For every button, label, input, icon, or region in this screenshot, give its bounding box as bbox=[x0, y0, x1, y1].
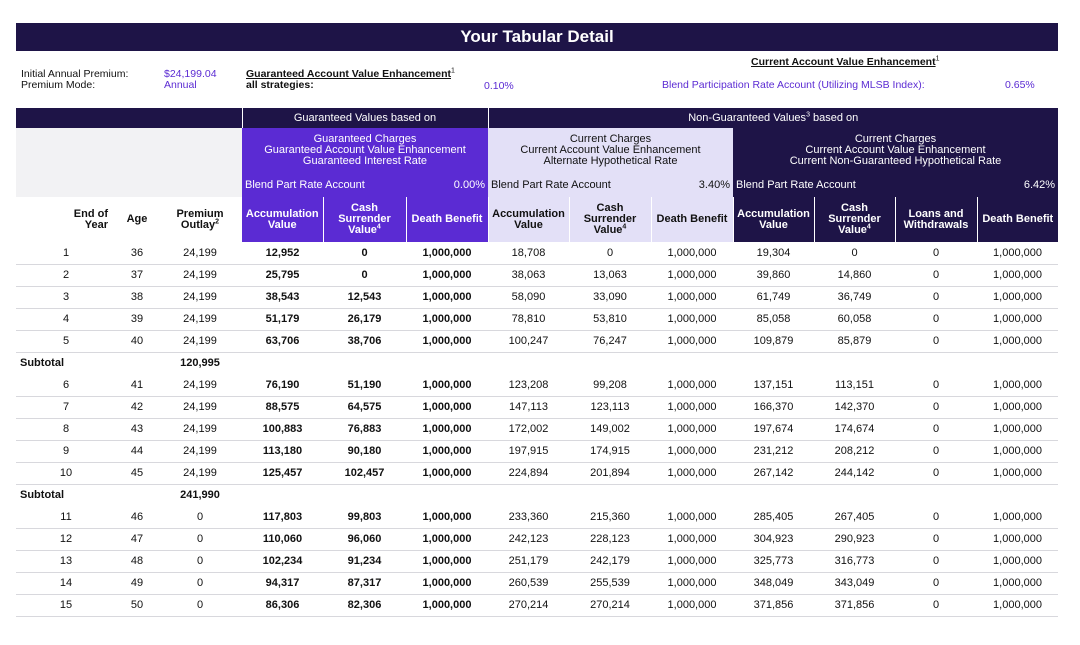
table-cell: 33,090 bbox=[569, 286, 651, 308]
desc-alternate: Current Charges Current Account Value Enhancement Alternate Hypothetical Rate bbox=[488, 128, 733, 172]
table-cell: 38,543 bbox=[242, 286, 323, 308]
table-row bbox=[16, 418, 1058, 440]
table-cell: 50 bbox=[116, 594, 158, 616]
table-cell: 0 bbox=[895, 594, 977, 616]
table-cell: 0 bbox=[895, 374, 977, 396]
table-cell: 1,000,000 bbox=[651, 396, 733, 418]
table-cell: 1,000,000 bbox=[651, 308, 733, 330]
table-cell: 1,000,000 bbox=[651, 572, 733, 594]
table-cell: 102,457 bbox=[323, 462, 406, 484]
table-cell: 1,000,000 bbox=[406, 330, 488, 352]
table-cell: 1,000,000 bbox=[406, 396, 488, 418]
table-cell: 48 bbox=[116, 550, 158, 572]
subtotal-spacer bbox=[242, 484, 1058, 506]
table-cell: 102,234 bbox=[242, 550, 323, 572]
table-cell: 4 bbox=[16, 308, 116, 330]
group-header-blank bbox=[16, 108, 242, 128]
table-cell: 1,000,000 bbox=[406, 462, 488, 484]
table-row bbox=[16, 242, 1058, 264]
table-cell: 3 bbox=[16, 286, 116, 308]
blend-participation-value: 0.65% bbox=[1005, 79, 1035, 91]
table-cell: 316,773 bbox=[814, 550, 895, 572]
table-cell: 1,000,000 bbox=[406, 572, 488, 594]
guaranteed-enhancement-subtitle: all strategies: bbox=[246, 79, 314, 91]
table-cell: 1,000,000 bbox=[977, 572, 1058, 594]
col-a-cash-surrender: Cash Surrender Value$^4$ bbox=[569, 197, 651, 242]
table-cell: 233,360 bbox=[488, 506, 569, 528]
table-cell: 1,000,000 bbox=[977, 286, 1058, 308]
table-cell: 0 bbox=[569, 242, 651, 264]
table-cell: 9 bbox=[16, 440, 116, 462]
table-cell: 51,179 bbox=[242, 308, 323, 330]
table-cell: 24,199 bbox=[158, 308, 242, 330]
table-cell: 1,000,000 bbox=[977, 308, 1058, 330]
table-cell: 123,208 bbox=[488, 374, 569, 396]
table-cell: 109,879 bbox=[733, 330, 814, 352]
table-cell: 47 bbox=[116, 528, 158, 550]
table-cell: 1,000,000 bbox=[406, 242, 488, 264]
col-c-cash-surrender: Cash Surrender Value$^4$ bbox=[814, 197, 895, 242]
table-cell: 201,894 bbox=[569, 462, 651, 484]
table-cell: 117,803 bbox=[242, 506, 323, 528]
table-cell: 0 bbox=[895, 550, 977, 572]
table-row bbox=[16, 374, 1058, 396]
table-cell: 113,180 bbox=[242, 440, 323, 462]
blend-participation-label: Blend Participation Rate Account (Utilizing MLSB Index): bbox=[662, 79, 925, 91]
table-cell: 1,000,000 bbox=[977, 506, 1058, 528]
table-cell: 0 bbox=[895, 242, 977, 264]
initial-premium-value: $24,199.04 bbox=[164, 68, 217, 80]
table-cell: 290,923 bbox=[814, 528, 895, 550]
table-cell: 242,179 bbox=[569, 550, 651, 572]
table-cell: 1,000,000 bbox=[977, 396, 1058, 418]
table-cell: 8 bbox=[16, 418, 116, 440]
desc-current: Current Charges Current Account Value Enhancement Current Non-Guaranteed Hypothetical Rate bbox=[733, 128, 1058, 172]
table-cell: 1,000,000 bbox=[977, 330, 1058, 352]
table-cell: 260,539 bbox=[488, 572, 569, 594]
table-cell: 142,370 bbox=[814, 396, 895, 418]
table-cell: 14,860 bbox=[814, 264, 895, 286]
header-blank-area bbox=[16, 128, 242, 197]
table-cell: 100,247 bbox=[488, 330, 569, 352]
table-cell: 231,212 bbox=[733, 440, 814, 462]
table-cell: 149,002 bbox=[569, 418, 651, 440]
table-cell: 24,199 bbox=[158, 374, 242, 396]
guaranteed-enhancement-value: 0.10% bbox=[484, 80, 514, 92]
table-cell: 51,190 bbox=[323, 374, 406, 396]
table-cell: 0 bbox=[158, 594, 242, 616]
table-cell: 76,883 bbox=[323, 418, 406, 440]
col-c-accumulation: Accumulation Value bbox=[733, 197, 814, 242]
table-cell: 113,151 bbox=[814, 374, 895, 396]
table-cell: 251,179 bbox=[488, 550, 569, 572]
table-cell: 49 bbox=[116, 572, 158, 594]
table-cell: 242,123 bbox=[488, 528, 569, 550]
table-cell: 24,199 bbox=[158, 462, 242, 484]
table-cell: 267,142 bbox=[733, 462, 814, 484]
premium-mode-label: Premium Mode: bbox=[21, 79, 96, 91]
table-cell: 26,179 bbox=[323, 308, 406, 330]
table-cell: 61,749 bbox=[733, 286, 814, 308]
table-row bbox=[16, 462, 1058, 484]
table-cell: 63,706 bbox=[242, 330, 323, 352]
table-cell: 38,706 bbox=[323, 330, 406, 352]
table-cell: 1,000,000 bbox=[651, 550, 733, 572]
table-cell: 0 bbox=[895, 308, 977, 330]
table-cell: 215,360 bbox=[569, 506, 651, 528]
table-cell: 1,000,000 bbox=[977, 374, 1058, 396]
table-cell: 1,000,000 bbox=[406, 418, 488, 440]
table-cell: 90,180 bbox=[323, 440, 406, 462]
table-cell: 0 bbox=[895, 396, 977, 418]
table-cell: 46 bbox=[116, 506, 158, 528]
table-cell: 7 bbox=[16, 396, 116, 418]
desc-guaranteed: Guaranteed Charges Guaranteed Account Value Enhancement Guaranteed Interest Rate bbox=[242, 128, 488, 172]
table-cell: 0 bbox=[158, 550, 242, 572]
table-cell: 24,199 bbox=[158, 264, 242, 286]
table-cell: 123,113 bbox=[569, 396, 651, 418]
table-cell: 99,803 bbox=[323, 506, 406, 528]
table-cell: 1,000,000 bbox=[651, 264, 733, 286]
tabular-detail-table bbox=[16, 108, 1058, 617]
table-row bbox=[16, 572, 1058, 594]
table-cell: 1,000,000 bbox=[977, 550, 1058, 572]
col-end-of-year: End of Year bbox=[16, 197, 116, 242]
table-cell: 5 bbox=[16, 330, 116, 352]
table-cell: 24,199 bbox=[158, 242, 242, 264]
table-cell: 208,212 bbox=[814, 440, 895, 462]
table-cell: 0 bbox=[895, 506, 977, 528]
table-cell: 0 bbox=[323, 264, 406, 286]
table-cell: 1,000,000 bbox=[977, 264, 1058, 286]
table-cell: 76,190 bbox=[242, 374, 323, 396]
table-cell: 60,058 bbox=[814, 308, 895, 330]
table-row bbox=[16, 308, 1058, 330]
table-cell: 24,199 bbox=[158, 440, 242, 462]
table-cell: 285,405 bbox=[733, 506, 814, 528]
table-cell: 1 bbox=[16, 242, 116, 264]
subtotal-label: Subtotal bbox=[16, 352, 158, 374]
table-row bbox=[16, 286, 1058, 308]
table-cell: 304,923 bbox=[733, 528, 814, 550]
table-cell: 1,000,000 bbox=[406, 550, 488, 572]
table-cell: 0 bbox=[895, 572, 977, 594]
table-cell: 2 bbox=[16, 264, 116, 286]
table-cell: 0 bbox=[814, 242, 895, 264]
col-a-death-benefit: Death Benefit bbox=[651, 197, 733, 242]
table-cell: 0 bbox=[158, 572, 242, 594]
table-cell: 19,304 bbox=[733, 242, 814, 264]
table-cell: 39,860 bbox=[733, 264, 814, 286]
guaranteed-enhancement-title: Guaranteed Account Value Enhancement$^1$ bbox=[246, 67, 455, 80]
table-cell: 1,000,000 bbox=[406, 528, 488, 550]
subtotal-row bbox=[16, 484, 1058, 506]
table-cell: 53,810 bbox=[569, 308, 651, 330]
table-cell: 267,405 bbox=[814, 506, 895, 528]
table-cell: 36,749 bbox=[814, 286, 895, 308]
table-row bbox=[16, 330, 1058, 352]
table-cell: 1,000,000 bbox=[406, 594, 488, 616]
table-row bbox=[16, 264, 1058, 286]
col-c-death-benefit: Death Benefit bbox=[977, 197, 1058, 242]
table-cell: 24,199 bbox=[158, 418, 242, 440]
table-cell: 6 bbox=[16, 374, 116, 396]
table-cell: 1,000,000 bbox=[406, 374, 488, 396]
table-cell: 85,879 bbox=[814, 330, 895, 352]
rate-guaranteed: Blend Part Rate Account 0.00% bbox=[242, 172, 488, 197]
table-row bbox=[16, 550, 1058, 572]
col-g-accumulation: Accumulation Value bbox=[242, 197, 323, 242]
table-cell: 1,000,000 bbox=[977, 242, 1058, 264]
table-cell: 43 bbox=[116, 418, 158, 440]
table-cell: 1,000,000 bbox=[977, 594, 1058, 616]
initial-premium-label: Initial Annual Premium: bbox=[21, 68, 129, 80]
table-cell: 24,199 bbox=[158, 396, 242, 418]
table-cell: 1,000,000 bbox=[651, 594, 733, 616]
table-cell: 37 bbox=[116, 264, 158, 286]
table-cell: 0 bbox=[895, 462, 977, 484]
table-row bbox=[16, 506, 1058, 528]
premium-mode-value: Annual bbox=[164, 79, 197, 91]
table-cell: 166,370 bbox=[733, 396, 814, 418]
table-cell: 38,063 bbox=[488, 264, 569, 286]
table-cell: 1,000,000 bbox=[406, 286, 488, 308]
table-cell: 76,247 bbox=[569, 330, 651, 352]
table-cell: 0 bbox=[895, 528, 977, 550]
table-cell: 125,457 bbox=[242, 462, 323, 484]
col-a-accumulation: Accumulation Value bbox=[488, 197, 569, 242]
table-cell: 86,306 bbox=[242, 594, 323, 616]
table-row bbox=[16, 528, 1058, 550]
table-cell: 42 bbox=[116, 396, 158, 418]
table-cell: 94,317 bbox=[242, 572, 323, 594]
table-cell: 0 bbox=[895, 330, 977, 352]
table-cell: 1,000,000 bbox=[406, 506, 488, 528]
table-cell: 39 bbox=[116, 308, 158, 330]
group-header-nonguaranteed: Non-Guaranteed Values$^3$ based on bbox=[488, 108, 1058, 128]
table-cell: 14 bbox=[16, 572, 116, 594]
table-row bbox=[16, 440, 1058, 462]
table-cell: 0 bbox=[895, 264, 977, 286]
table-cell: 224,894 bbox=[488, 462, 569, 484]
table-cell: 99,208 bbox=[569, 374, 651, 396]
table-cell: 110,060 bbox=[242, 528, 323, 550]
group-header-guaranteed: Guaranteed Values based on bbox=[242, 108, 488, 128]
table-cell: 270,214 bbox=[569, 594, 651, 616]
table-cell: 1,000,000 bbox=[406, 308, 488, 330]
table-cell: 12,952 bbox=[242, 242, 323, 264]
table-cell: 24,199 bbox=[158, 286, 242, 308]
table-cell: 1,000,000 bbox=[977, 528, 1058, 550]
table-cell: 1,000,000 bbox=[651, 440, 733, 462]
table-cell: 0 bbox=[895, 418, 977, 440]
table-cell: 1,000,000 bbox=[651, 330, 733, 352]
subtotal-value: 241,990 bbox=[158, 484, 242, 506]
table-cell: 1,000,000 bbox=[406, 440, 488, 462]
table-cell: 44 bbox=[116, 440, 158, 462]
table-cell: 1,000,000 bbox=[406, 264, 488, 286]
table-cell: 270,214 bbox=[488, 594, 569, 616]
table-cell: 0 bbox=[895, 440, 977, 462]
table-cell: 25,795 bbox=[242, 264, 323, 286]
table-cell: 45 bbox=[116, 462, 158, 484]
table-cell: 1,000,000 bbox=[651, 286, 733, 308]
rate-alternate: Blend Part Rate Account 3.40% bbox=[488, 172, 733, 197]
subtotal-label: Subtotal bbox=[16, 484, 158, 506]
table-cell: 244,142 bbox=[814, 462, 895, 484]
col-premium-outlay: Premium Outlay$^2$ bbox=[158, 197, 242, 242]
table-row bbox=[16, 594, 1058, 616]
table-cell: 0 bbox=[158, 528, 242, 550]
col-c-loans-withdrawals: Loans and Withdrawals bbox=[895, 197, 977, 242]
table-cell: 255,539 bbox=[569, 572, 651, 594]
rate-current: Blend Part Rate Account 6.42% bbox=[733, 172, 1058, 197]
table-cell: 174,915 bbox=[569, 440, 651, 462]
table-cell: 78,810 bbox=[488, 308, 569, 330]
table-cell: 12,543 bbox=[323, 286, 406, 308]
table-cell: 0 bbox=[895, 286, 977, 308]
table-cell: 91,234 bbox=[323, 550, 406, 572]
table-cell: 228,123 bbox=[569, 528, 651, 550]
table-cell: 371,856 bbox=[814, 594, 895, 616]
table-cell: 197,674 bbox=[733, 418, 814, 440]
table-cell: 88,575 bbox=[242, 396, 323, 418]
table-cell: 1,000,000 bbox=[651, 462, 733, 484]
table-cell: 147,113 bbox=[488, 396, 569, 418]
table-cell: 343,049 bbox=[814, 572, 895, 594]
current-enhancement-title: Current Account Value Enhancement$^1$ bbox=[751, 55, 940, 68]
table-cell: 64,575 bbox=[323, 396, 406, 418]
table-cell: 1,000,000 bbox=[977, 418, 1058, 440]
table-cell: 11 bbox=[16, 506, 116, 528]
table-cell: 0 bbox=[323, 242, 406, 264]
table-cell: 13,063 bbox=[569, 264, 651, 286]
table-cell: 58,090 bbox=[488, 286, 569, 308]
table-cell: 1,000,000 bbox=[651, 506, 733, 528]
table-cell: 24,199 bbox=[158, 330, 242, 352]
table-row bbox=[16, 396, 1058, 418]
table-cell: 38 bbox=[116, 286, 158, 308]
table-cell: 1,000,000 bbox=[977, 462, 1058, 484]
table-cell: 1,000,000 bbox=[651, 418, 733, 440]
col-g-cash-surrender: Cash Surrender Value$^4$ bbox=[323, 197, 406, 242]
table-cell: 15 bbox=[16, 594, 116, 616]
table-cell: 348,049 bbox=[733, 572, 814, 594]
table-cell: 82,306 bbox=[323, 594, 406, 616]
subtotal-value: 120,995 bbox=[158, 352, 242, 374]
table-cell: 10 bbox=[16, 462, 116, 484]
table-cell: 1,000,000 bbox=[651, 528, 733, 550]
table-cell: 85,058 bbox=[733, 308, 814, 330]
table-cell: 87,317 bbox=[323, 572, 406, 594]
table-cell: 12 bbox=[16, 528, 116, 550]
table-cell: 197,915 bbox=[488, 440, 569, 462]
table-cell: 325,773 bbox=[733, 550, 814, 572]
subtotal-row bbox=[16, 352, 1058, 374]
table-cell: 371,856 bbox=[733, 594, 814, 616]
table-cell: 41 bbox=[116, 374, 158, 396]
col-age: Age bbox=[116, 197, 158, 242]
table-cell: 172,002 bbox=[488, 418, 569, 440]
table-cell: 1,000,000 bbox=[977, 440, 1058, 462]
table-cell: 96,060 bbox=[323, 528, 406, 550]
table-cell: 174,674 bbox=[814, 418, 895, 440]
page-title: Your Tabular Detail bbox=[16, 23, 1058, 51]
table-cell: 1,000,000 bbox=[651, 242, 733, 264]
table-cell: 40 bbox=[116, 330, 158, 352]
table-cell: 18,708 bbox=[488, 242, 569, 264]
subtotal-spacer bbox=[242, 352, 1058, 374]
table-cell: 1,000,000 bbox=[651, 374, 733, 396]
table-cell: 100,883 bbox=[242, 418, 323, 440]
table-cell: 36 bbox=[116, 242, 158, 264]
table-cell: 13 bbox=[16, 550, 116, 572]
table-cell: 137,151 bbox=[733, 374, 814, 396]
col-g-death-benefit: Death Benefit bbox=[406, 197, 488, 242]
table-cell: 0 bbox=[158, 506, 242, 528]
